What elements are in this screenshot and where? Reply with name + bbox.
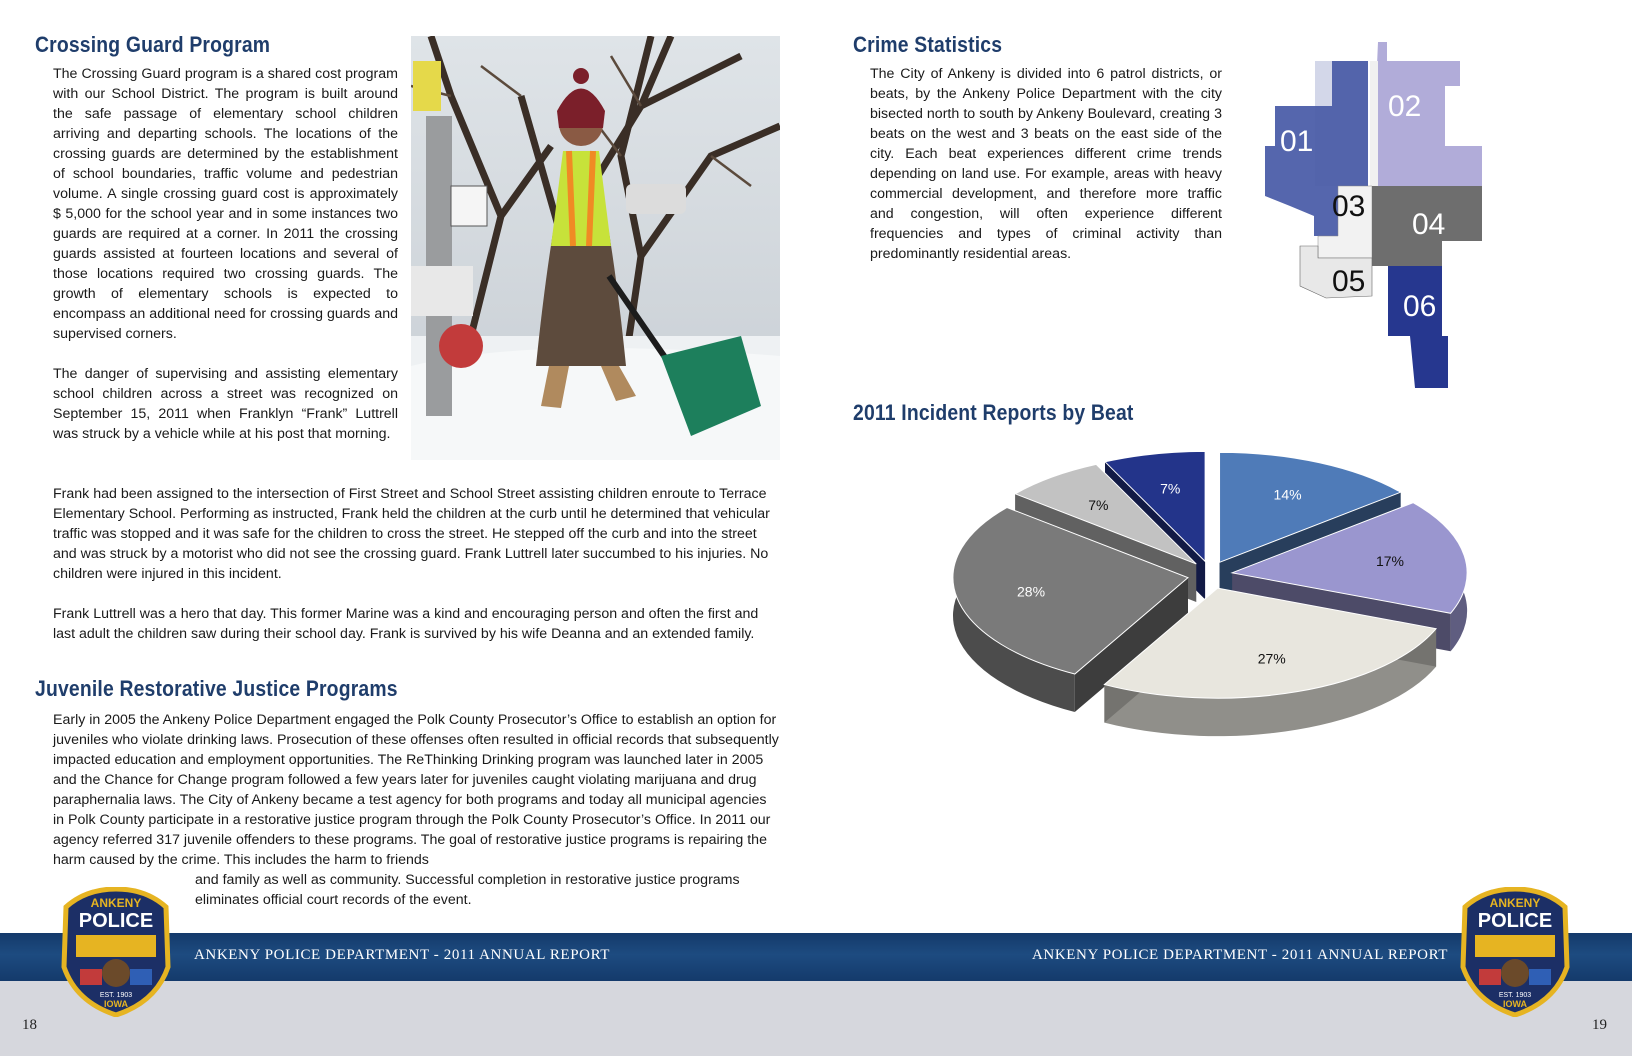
pie-label-5: 7% [1088, 496, 1109, 513]
badge-est-text: EST. 1903 [1498, 992, 1532, 999]
badge-bottom-text: IOWA [104, 999, 128, 1009]
pie-label-6: 7% [1160, 480, 1181, 497]
police-badge-icon [1455, 887, 1575, 1017]
badge-top-text: ANKENY [90, 896, 142, 910]
incident-pie-chart [940, 440, 1480, 760]
crossing-guard-para-2: The danger of supervising and assisting elementary school children across a street was recognized on September 15, 2011 when Franklyn “Frank” Luttrell was struck by a vehicle while at his post that morning. [53, 366, 398, 442]
pie-label-4: 28% [1017, 583, 1046, 600]
pie-label-1: 14% [1273, 486, 1302, 503]
frank-story-para-2: Frank Luttrell was a hero that day. This former Marine was a kind and encouraging person and often the first and last adult the children saw during their school day. Frank is survived by his wife Deanna and an extended family. [53, 606, 759, 642]
crossing-guard-text [53, 64, 398, 444]
crossing-guard-heading: Crossing Guard Program [35, 32, 271, 57]
patrol-beat-map [1260, 36, 1550, 426]
beat-map-svg [1260, 36, 1550, 426]
badge-bottom-text: IOWA [1503, 999, 1527, 1009]
crossing-guard-photo [411, 36, 780, 460]
beat-label-03: 03 [1332, 190, 1366, 223]
badge-main-text: POLICE [78, 910, 154, 932]
footer-title-left: ANKENY POLICE DEPARTMENT - 2011 ANNUAL REPORT [194, 947, 611, 963]
page-number-right: 19 [1592, 1017, 1607, 1033]
beat-01-shade [1315, 61, 1368, 186]
badge-top-text: ANKENY [1489, 896, 1541, 910]
beat-label-04: 04 [1412, 208, 1446, 241]
beat-03-north-strip [1370, 61, 1378, 186]
crime-statistics-para: The City of Ankeny is divided into 6 patrol districts, or beats, by the Ankeny Police Department with the city bisected north to south by Ankeny Boulevard, creating 3 beats on the west and 3 beats on the east side of the city. Each beat experiences different crime trends depending on land use. For example, areas with heavy commercial development, and therefore more traffic and congestion, will often experience different frequencies and types of criminal activity than predominantly residential areas. [870, 66, 1222, 262]
juvenile-text [53, 710, 781, 910]
footer-gray-strip [0, 981, 1632, 1056]
pie-label-2: 17% [1375, 553, 1404, 570]
crossing-guard-photo-illustration [411, 36, 780, 460]
crime-statistics-heading: Crime Statistics [853, 32, 1003, 57]
badge-est-text: EST. 1903 [99, 992, 133, 999]
juvenile-para-1-end: and family as well as community. Successful completion in restorative justice programs eliminates official court records of the event. [195, 872, 740, 908]
juvenile-heading: Juvenile Restorative Justice Programs [35, 676, 398, 701]
beat-06-area [1388, 266, 1448, 388]
incident-reports-heading: 2011 Incident Reports by Beat [853, 400, 1134, 425]
badge-main-text: POLICE [1477, 910, 1553, 932]
frank-story-para-1: Frank had been assigned to the intersection of First Street and School Street assisting children enroute to Terrace Elementary School. Performing as instructed, Frank held the children at the curb until he determined that vehicular traffic was stopped and it was safe for the children to cross the street. He stepped off the curb and into the street and was struck by a motorist who did not see the crossing guard. Frank Luttrell later succumbed to his injuries. No children were injured in this incident. [53, 486, 770, 582]
frank-story-text [53, 484, 781, 644]
page-number-left: 18 [22, 1017, 37, 1033]
juvenile-para-1: Early in 2005 the Ankeny Police Department engaged the Polk County Prosecutor’s Office to establish an option for juveniles who violate drinking laws. Prosecution of these offenses often resulted in official records that subsequently impacted education and employment opportunities. The ReThinking Drinking program was launched later in 2005 and the Chance for Change program followed a few years later for juveniles caught violating marijuana and drug paraphernalia laws. The City of Ankeny became a test agency for both programs and today all municipal agencies in Polk County participate in a restorative justice program through the Polk County Prosecutor’s Office. In 2011 our agency referred 317 juvenile offenders to these programs. The goal of restorative justice programs is repairing the harm caused by the crime. This includes the harm to friends [53, 712, 779, 868]
crime-statistics-text [870, 64, 1222, 264]
pie-label-3: 27% [1257, 650, 1286, 667]
footer-title-right: ANKENY POLICE DEPARTMENT - 2011 ANNUAL REPORT [1032, 947, 1449, 963]
beat-label-01: 01 [1280, 125, 1314, 158]
police-badge-icon [56, 887, 176, 1017]
beat-label-06: 06 [1403, 290, 1437, 323]
incident-pie-svg [940, 440, 1480, 760]
crossing-guard-para-1: The Crossing Guard program is a shared cost program with our School District. The program is built around the safe passage of elementary school children arriving and departing schools. The locations of the crossing guards are determined by the establishment of school boundaries, traffic volume and pedestrian volume. A single crossing guard cost is approximately $ 5,000 for the school year and in some instances two guards are required at a corner. In 2011 the crossing guards assisted at fourteen locations and several of those locations required two crossing guards. The growth of elementary schools is expected to encompass an additional need for crossing guards and supervised corners. [53, 66, 398, 342]
beat-label-05: 05 [1332, 265, 1366, 298]
police-badge-right [1455, 887, 1575, 1017]
police-badge-left [56, 887, 176, 1017]
beat-label-02: 02 [1388, 90, 1422, 123]
